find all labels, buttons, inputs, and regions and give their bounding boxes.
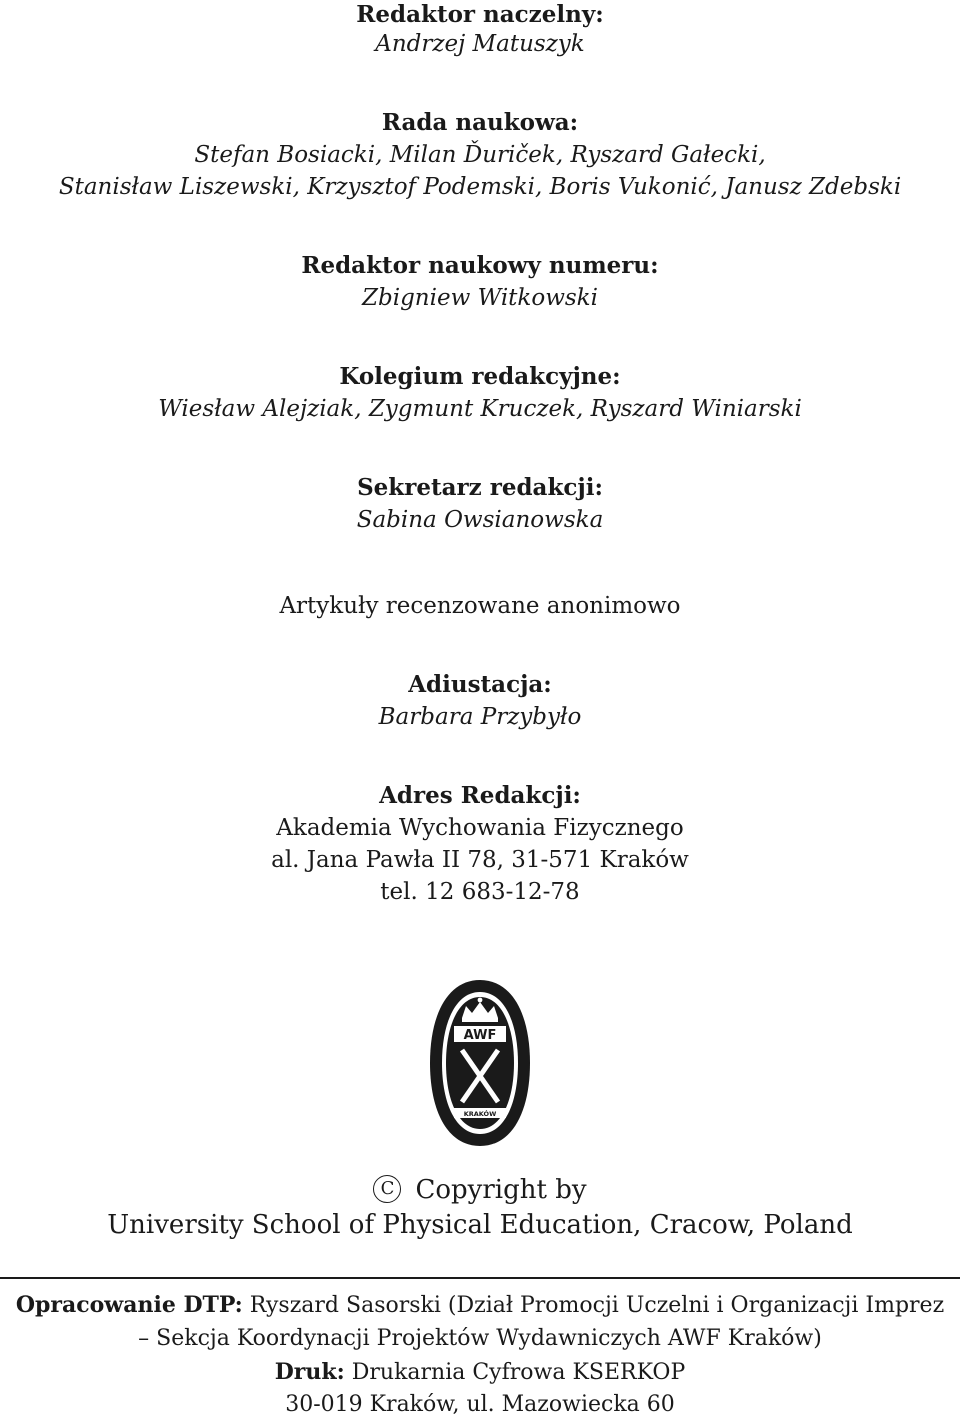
address-line-3: tel. 12 683-12-78 [380,879,580,905]
footer-print-text: Drukarnia Cyfrowa KSERKOP [344,1360,686,1385]
copyright-icon: C [373,1175,401,1203]
scientific-council-line-1: Stefan Bosiacki, Milan Ďuriček, Ryszard Gałecki, [194,142,766,168]
review-note: Artykuły recenzowane anonimowo [279,593,681,619]
editorial-board-label: Kolegium redakcyjne: [339,363,621,390]
copyediting-label: Adiustacja: [408,671,552,698]
editorial-board-names: Wiesław Alejziak, Zygmunt Kruczek, Ryszard Winiarski [158,396,802,422]
footer-dtp-line [0,1290,960,1321]
address-line-2: al. Jana Pawła II 78, 31-571 Kraków [271,847,689,873]
logo-text-awf: AWF [463,1028,497,1043]
copyright-text: Copyright by [415,1175,587,1205]
copyright-line-1 [0,1173,960,1207]
awf-krakow-logo [428,978,532,1148]
footer-dtp-text: Ryszard Sasorski (Dział Promocji Uczelni i Organizacji Imprez [242,1293,945,1318]
scientific-council-label: Rada naukowa: [381,109,579,136]
secretary-name: Sabina Owsianowska [356,507,604,533]
address-line-1: Akademia Wychowania Fizycznego [276,815,684,841]
footer-print-address: 30-019 Kraków, ul. Mazowiecka 60 [285,1392,675,1417]
issue-editor-label: Redaktor naukowy numeru: [301,252,659,279]
footer-divider [0,1277,960,1279]
scientific-council-line-2: Stanisław Liszewski, Krzysztof Podemski, Boris Vukonić, Janusz Zdebski [58,174,902,200]
address-label: Adres Redakcji: [379,782,581,809]
footer-print-label: Druk: [274,1359,345,1385]
footer-dtp-line-2: – Sekcja Koordynacji Projektów Wydawniczych AWF Kraków) [138,1326,822,1351]
footer-dtp-label: Opracowanie DTP: [15,1292,243,1318]
secretary-label: Sekretarz redakcji: [357,474,603,501]
logo-text-krakow: KRAKÓW [463,1110,497,1118]
copyright-line-2: University School of Physical Education, Cracow, Poland [107,1210,853,1240]
issue-editor-name: Zbigniew Witkowski [362,285,598,311]
copyediting-name: Barbara Przybyło [378,704,582,730]
editor-in-chief-label: Redaktor naczelny: [356,1,604,28]
footer-print-line [0,1357,960,1388]
editor-in-chief-name: Andrzej Matuszyk [375,31,585,57]
